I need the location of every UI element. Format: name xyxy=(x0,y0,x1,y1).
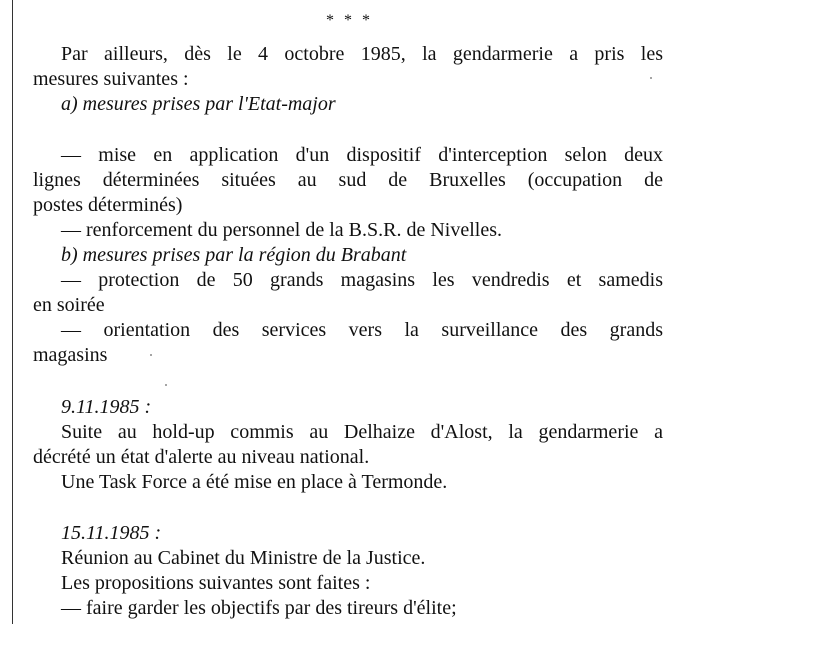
paragraph-line: Les propositions suivantes sont faites : xyxy=(61,572,371,594)
paragraph-line: Par ailleurs, dès le 4 octobre 1985, la gendarmerie a pris les xyxy=(61,43,663,65)
paragraph-line: — protection de 50 grands magasins les vendredis et samedis xyxy=(61,269,663,291)
paragraph-line: — mise en application d'un dispositif d'interception selon deux xyxy=(61,144,663,166)
date-heading: 9.11.1985 : xyxy=(61,396,152,418)
paragraph-line: décrété un état d'alerte au niveau national. xyxy=(33,446,370,468)
paragraph-line: — renforcement du personnel de la B.S.R. de Nivelles. xyxy=(61,219,502,241)
subheading-b: b) mesures prises par la région du Brabant xyxy=(61,244,407,266)
paragraph-line: Réunion au Cabinet du Ministre de la Justice. xyxy=(61,547,426,569)
paragraph-line: mesures suivantes : xyxy=(33,68,189,90)
paragraph-line: — orientation des services vers la surveillance des grands xyxy=(61,319,663,341)
left-margin-rule xyxy=(12,0,13,624)
paragraph-line: — faire garder les objectifs par des tireurs d'élite; xyxy=(61,597,457,619)
paragraph-line: postes déterminés) xyxy=(33,194,183,216)
paragraph-line: magasins xyxy=(33,344,108,366)
scan-speck xyxy=(650,77,652,79)
scan-speck xyxy=(150,354,152,356)
subheading-a: a) mesures prises par l'Etat-major xyxy=(61,93,336,115)
scan-speck xyxy=(165,384,167,386)
section-separator: * * * xyxy=(326,12,373,29)
paragraph-line: Suite au hold-up commis au Delhaize d'Alost, la gendarmerie a xyxy=(61,421,663,443)
date-heading: 15.11.1985 : xyxy=(61,522,162,544)
paragraph-line: lignes déterminées situées au sud de Bruxelles (occupation de xyxy=(33,169,663,191)
paragraph-line: en soirée xyxy=(33,294,105,316)
paragraph-line: Une Task Force a été mise en place à Termonde. xyxy=(61,471,448,493)
